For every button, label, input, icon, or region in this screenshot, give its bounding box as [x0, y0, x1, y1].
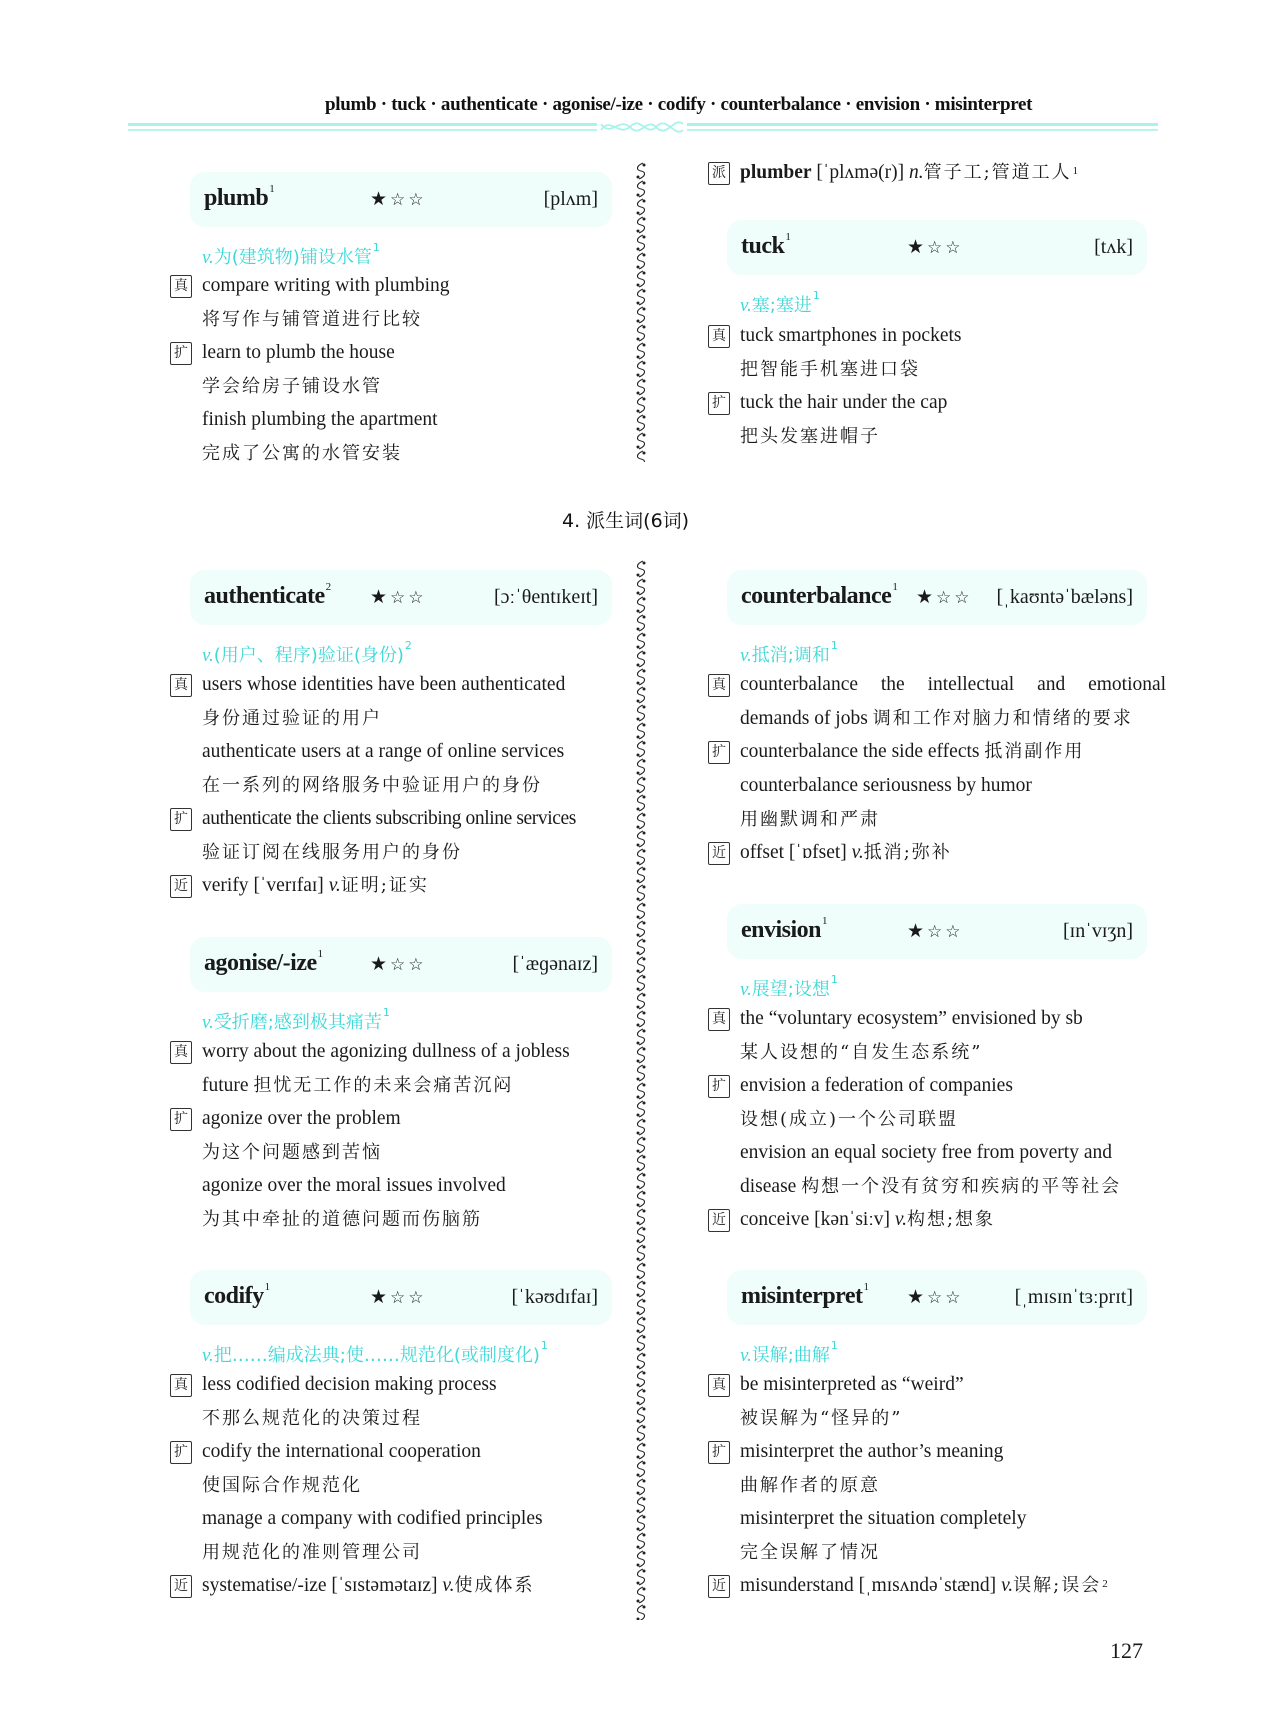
- running-head: plumb · tuck · authenticate · agonise/-ize · codify · counterbalance · envision · misinterpret: [325, 94, 1033, 115]
- star-rating: [370, 586, 427, 608]
- example-zh: 把智能手机塞进口袋: [740, 359, 920, 380]
- example-zh: 验证订阅在线服务用户的身份: [202, 842, 462, 863]
- real-exam-marker-icon: 真: [170, 674, 192, 697]
- word-box: [190, 172, 612, 227]
- synonym-marker-icon: 近: [708, 1575, 730, 1598]
- definition: v.展望;设想$^1$: [740, 973, 838, 1000]
- synonym-marker-icon: 近: [170, 1575, 192, 1598]
- star-empty-icon: ☆☆: [927, 238, 964, 258]
- real-exam-marker-icon: 真: [170, 275, 192, 298]
- word-box: [190, 1270, 612, 1325]
- phonetic: [ˈæɡənaɪz]: [512, 953, 598, 975]
- star-rating: [370, 188, 427, 210]
- word-box: [190, 937, 612, 992]
- extended-marker-icon: 扩: [708, 741, 730, 764]
- example-zh: 为其中牵扯的道德问题而伤脑筋: [202, 1209, 482, 1230]
- synonym-marker-icon: 近: [170, 875, 192, 898]
- extended-marker-icon: 扩: [708, 392, 730, 415]
- star-empty-icon: ☆☆: [927, 1288, 964, 1308]
- example-zh: 设想(成立)一个公司联盟: [740, 1109, 959, 1130]
- example-zh: 完成了公寓的水管安装: [202, 443, 402, 464]
- star-empty-icon: ☆☆: [927, 922, 964, 942]
- headword: misinterpret$^1$: [741, 1281, 869, 1309]
- example-en: agonize over the moral issues involved: [202, 1175, 506, 1196]
- example-en: manage a company with codified principles: [202, 1508, 543, 1529]
- definition: v.塞;塞进$^1$: [740, 289, 820, 316]
- example-zh: 某人设想的“自发生态系统”: [740, 1042, 983, 1063]
- synonym-marker-icon: 近: [708, 1209, 730, 1232]
- example-en-cont: demands of jobs 调和工作对脑力和情绪的要求: [740, 708, 1133, 729]
- phonetic: [ɔːˈθentɪkeɪt]: [494, 586, 598, 608]
- example-en: authenticate the clients subscribing online services: [202, 808, 576, 829]
- phonetic: [ˌkaʊntəˈbæləns]: [996, 586, 1133, 608]
- phonetic: [ˈkəʊdɪfaɪ]: [511, 1286, 598, 1308]
- word-box: [727, 570, 1147, 625]
- real-exam-marker-icon: 真: [708, 1008, 730, 1031]
- phonetic: [ˌmɪsɪnˈtɜːprɪt]: [1014, 1286, 1133, 1308]
- star-filled-icon: ★: [370, 188, 391, 210]
- headword: codify$^1$: [204, 1281, 270, 1309]
- extended-marker-icon: 扩: [170, 808, 192, 831]
- example-en: worry about the agonizing dullness of a jobless: [202, 1041, 570, 1062]
- headword: plumb$^1$: [204, 183, 275, 211]
- example-en: finish plumbing the apartment: [202, 409, 438, 430]
- derived-marker-icon: 派: [708, 162, 730, 185]
- star-filled-icon: ★: [907, 920, 928, 942]
- example-zh: 学会给房子铺设水管: [202, 376, 382, 397]
- definition: v.抵消;调和$^1$: [740, 639, 838, 666]
- phonetic: [ɪnˈvɪʒn]: [1063, 920, 1133, 942]
- star-rating: [370, 953, 427, 975]
- example-en: misinterpret the situation completely: [740, 1508, 1027, 1529]
- star-rating: [916, 586, 973, 608]
- star-empty-icon: ☆☆: [936, 588, 973, 608]
- synonym-marker-icon: 近: [708, 842, 730, 865]
- headword: authenticate$^2$: [204, 581, 331, 609]
- real-exam-marker-icon: 真: [708, 674, 730, 697]
- example-en: envision a federation of companies: [740, 1075, 1013, 1096]
- word-box: [727, 220, 1147, 275]
- headword: envision$^1$: [741, 915, 828, 943]
- real-exam-marker-icon: 真: [170, 1374, 192, 1397]
- example-en: counterbalance the intellectual and emotional: [740, 674, 1167, 695]
- star-filled-icon: ★: [907, 236, 928, 258]
- synonym-line: verify [ˈverɪfaɪ] v.证明;证实: [202, 875, 429, 896]
- column-divider: [634, 560, 648, 1620]
- definition: v.为(建筑物)铺设水管$^1$: [202, 241, 380, 268]
- synonym-line: conceive [kənˈsiːv] v.构想;想象: [740, 1209, 996, 1230]
- example-en: compare writing with plumbing: [202, 275, 450, 296]
- word-box: [727, 1270, 1147, 1325]
- example-en-cont: disease 构想一个没有贫穷和疾病的平等社会: [740, 1176, 1122, 1197]
- definition: v.受折磨;感到极其痛苦$^1$: [202, 1006, 390, 1033]
- real-exam-marker-icon: 真: [708, 325, 730, 348]
- headword: counterbalance$^1$: [741, 581, 898, 609]
- word-box: [727, 904, 1147, 959]
- example-en: less codified decision making process: [202, 1374, 497, 1395]
- example-en: tuck the hair under the cap: [740, 392, 948, 413]
- definition: v.把……编成法典;使……规范化(或制度化)$^1$: [202, 1339, 548, 1366]
- star-rating: [907, 1286, 964, 1308]
- star-empty-icon: ☆☆: [390, 1288, 427, 1308]
- example-zh: 使国际合作规范化: [202, 1475, 362, 1496]
- star-filled-icon: ★: [370, 953, 391, 975]
- section-heading: 4. 派生词(6词): [562, 510, 690, 532]
- example-en: misinterpret the author’s meaning: [740, 1441, 1004, 1462]
- headword: agonise/-ize$^1$: [204, 948, 323, 976]
- real-exam-marker-icon: 真: [170, 1041, 192, 1064]
- derived-line: plumber [ˈplʌmə(r)] n.管子工;管道工人$^1$: [740, 162, 1079, 183]
- star-empty-icon: ☆☆: [390, 955, 427, 975]
- example-zh: 把头发塞进帽子: [740, 426, 880, 447]
- synonym-line: misunderstand [ˌmɪsʌndəˈstænd] v.误解;误会$^2$: [740, 1575, 1108, 1596]
- example-zh: 完全误解了情况: [740, 1542, 880, 1563]
- example-en: envision an equal society free from poverty and: [740, 1142, 1112, 1163]
- star-empty-icon: ☆☆: [390, 190, 427, 210]
- word-box: [190, 570, 612, 625]
- example-line: counterbalance the side effects 抵消副作用: [740, 741, 1085, 762]
- extended-marker-icon: 扩: [170, 1441, 192, 1464]
- star-rating: [907, 920, 964, 942]
- example-zh: 用幽默调和严肃: [740, 809, 880, 830]
- star-filled-icon: ★: [907, 1286, 928, 1308]
- synonym-line: systematise/-ize [ˈsɪstəmətaɪz] v.使成体系: [202, 1575, 535, 1596]
- synonym-line: offset [ˈɒfset] v.抵消;弥补: [740, 842, 952, 863]
- real-exam-marker-icon: 真: [708, 1374, 730, 1397]
- example-zh: 为这个问题感到苦恼: [202, 1142, 382, 1163]
- example-en: learn to plumb the house: [202, 342, 395, 363]
- phonetic: [plʌm]: [543, 188, 598, 210]
- example-zh: 在一系列的网络服务中验证用户的身份: [202, 775, 542, 796]
- page-number: 127: [1110, 1638, 1143, 1663]
- example-en: agonize over the problem: [202, 1108, 401, 1129]
- example-en: tuck smartphones in pockets: [740, 325, 962, 346]
- extended-marker-icon: 扩: [170, 342, 192, 365]
- example-zh: 用规范化的准则管理公司: [202, 1542, 422, 1563]
- example-en: codify the international cooperation: [202, 1441, 481, 1462]
- example-en: counterbalance seriousness by humor: [740, 775, 1032, 796]
- headword: tuck$^1$: [741, 231, 791, 259]
- star-rating: [370, 1286, 427, 1308]
- example-en: the “voluntary ecosystem” envisioned by sb: [740, 1008, 1083, 1029]
- example-zh: 不那么规范化的决策过程: [202, 1408, 422, 1429]
- star-filled-icon: ★: [916, 586, 937, 608]
- star-rating: [907, 236, 964, 258]
- star-empty-icon: ☆☆: [390, 588, 427, 608]
- example-zh: 将写作与铺管道进行比较: [202, 309, 422, 330]
- example-en: authenticate users at a range of online services: [202, 741, 565, 762]
- example-en: be misinterpreted as “weird”: [740, 1374, 964, 1395]
- extended-marker-icon: 扩: [708, 1441, 730, 1464]
- example-en-cont: future 担忧无工作的未来会痛苦沉闷: [202, 1075, 514, 1096]
- example-zh: 曲解作者的原意: [740, 1475, 880, 1496]
- definition: v.误解;曲解$^1$: [740, 1339, 838, 1366]
- example-zh: 被误解为“怪异的”: [740, 1408, 903, 1429]
- star-filled-icon: ★: [370, 586, 391, 608]
- extended-marker-icon: 扩: [708, 1075, 730, 1098]
- star-filled-icon: ★: [370, 1286, 391, 1308]
- header-ornament-icon: [597, 118, 687, 136]
- extended-marker-icon: 扩: [170, 1108, 192, 1131]
- example-en: users whose identities have been authenticated: [202, 674, 566, 695]
- example-zh: 身份通过验证的用户: [202, 708, 382, 729]
- definition: v.(用户、程序)验证(身份)$^2$: [202, 639, 412, 666]
- column-divider: [634, 162, 648, 462]
- phonetic: [tʌk]: [1094, 236, 1133, 258]
